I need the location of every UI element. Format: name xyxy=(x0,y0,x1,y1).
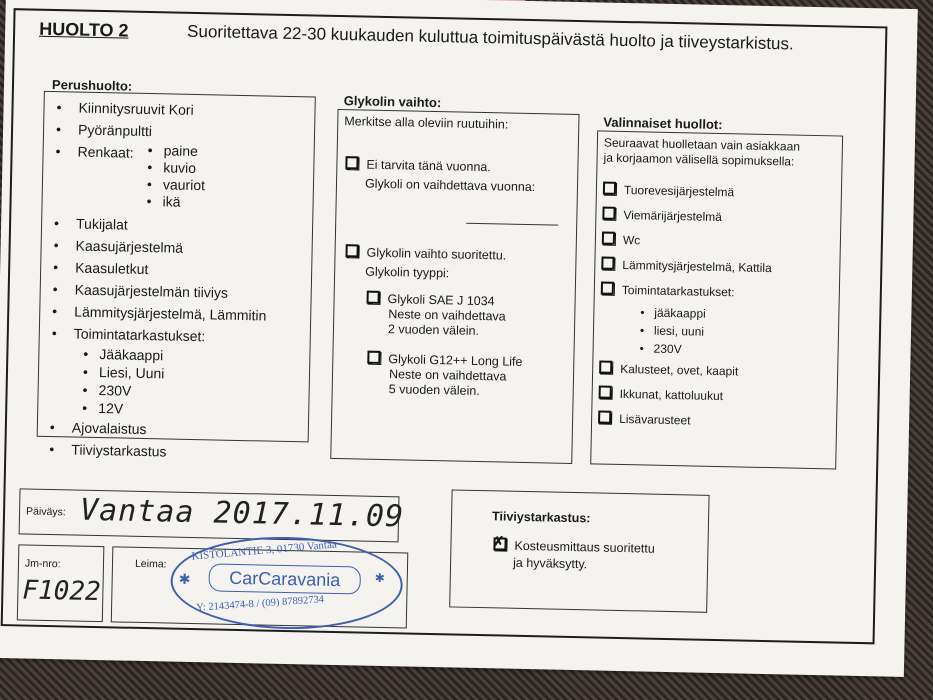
list-item: • Pyöränpultti xyxy=(56,118,271,144)
checkbox-label: Ei tarvita tänä vuonna. xyxy=(366,157,491,175)
list-item: • vauriot xyxy=(147,176,205,194)
perushuolto-heading: Perushuolto: xyxy=(51,76,133,94)
list-item: • jääkaappi xyxy=(640,303,771,324)
leima-box xyxy=(111,538,409,628)
tiiviys-box xyxy=(449,489,709,612)
list-item: • Ajovalaistus xyxy=(50,416,265,442)
checkbox-icon[interactable] xyxy=(601,282,614,295)
checkbox-label: Lämmitysjärjestelmä, Kattila xyxy=(622,257,772,276)
option-note: 5 vuoden välein. xyxy=(388,382,480,399)
checkbox-row[interactable] xyxy=(602,228,773,257)
jmnro-box xyxy=(17,544,105,622)
glykoli-option-2[interactable] xyxy=(367,351,523,400)
checkbox-label: Ikkunat, kattoluukut xyxy=(619,386,724,404)
perushuolto-list xyxy=(49,96,271,464)
year-line xyxy=(466,223,558,226)
checkbox-icon[interactable] xyxy=(367,351,380,364)
checkbox-label: Wc xyxy=(622,232,641,248)
leima-label: Leima: xyxy=(134,557,167,571)
option-label: Glykoli SAE J 1034 xyxy=(387,292,495,309)
stamp-id-phone: Y: 2143474-8 / (09) 87892734 xyxy=(195,594,325,614)
star-icon: ✱ xyxy=(374,570,385,586)
valinnaiset-box xyxy=(590,130,843,469)
page-title: HUOLTO 2 xyxy=(38,18,129,41)
checkbox-label: Viemärijärjestelmä xyxy=(623,207,723,225)
list-item: • Liesi, Uuni xyxy=(83,363,266,385)
list-item: • paine xyxy=(147,142,205,160)
checkbox-icon[interactable] xyxy=(367,291,380,304)
star-icon: ✱ xyxy=(178,570,191,587)
checkbox-label: Kosteusmittaus suoritettu xyxy=(514,538,655,556)
stamp-company-name: CarCaravania xyxy=(208,563,361,594)
perushuolto-box xyxy=(37,91,316,460)
stamp-address: KISTOLANTIE 3, 01730 Vantaa xyxy=(191,538,338,563)
renkaat-sublist xyxy=(146,142,205,211)
list-item: • 230V xyxy=(82,381,265,403)
tiiviys-heading: Tiiviystarkastus: xyxy=(491,509,591,526)
list-item: • liesi, uuni xyxy=(640,321,771,342)
list-item: • Kiinnitysruuvit Kori xyxy=(56,96,271,122)
checkbox-row[interactable] xyxy=(602,203,773,232)
tiiviys-text-2: ja hyväksytty. xyxy=(512,555,588,572)
toiminta-sublist xyxy=(50,344,266,420)
jmnro-label: Jm-nro: xyxy=(24,557,61,571)
checkbox-icon[interactable] xyxy=(602,232,615,245)
checkbox-row[interactable] xyxy=(598,406,769,435)
checkbox-row[interactable] xyxy=(603,178,774,207)
list-item xyxy=(55,140,270,210)
option-note: Neste on vaihdettava xyxy=(388,307,506,324)
checkbox-icon[interactable] xyxy=(345,156,358,169)
checkbox-icon[interactable] xyxy=(602,207,615,220)
glykoli-option-1[interactable] xyxy=(366,291,506,340)
list-item: • ikä xyxy=(146,193,204,211)
checkbox-row[interactable] xyxy=(601,278,772,307)
checkbox-row[interactable] xyxy=(598,382,769,411)
option-label: Glykoli G12++ Long Life xyxy=(388,352,523,369)
list-item: • Jääkaappi xyxy=(83,345,266,367)
valinnaiset-list xyxy=(598,178,774,436)
checkbox-label: Tuorevesijärjestelmä xyxy=(623,182,735,200)
glykoli-box xyxy=(330,109,579,464)
paivays-box xyxy=(19,488,405,542)
paivays-value[interactable]: Vantaa 2017.11.09 xyxy=(79,492,405,535)
list-item: • Kaasuletkut xyxy=(53,256,268,282)
list-item: • kuvio xyxy=(147,159,205,177)
checkbox-label: Toimintatarkastukset: xyxy=(621,282,735,300)
checkbox-label: Lisävarusteet xyxy=(619,411,691,428)
option-note: Neste on vaihdettava xyxy=(388,367,507,384)
valinnaiset-sublist xyxy=(599,303,770,361)
list-item: • 12V xyxy=(82,399,265,421)
note-line: Seuraavat huolletaan vain asiakkaan xyxy=(603,135,801,154)
checkbox-label: Glykolin vaihto suoritettu. xyxy=(366,245,507,263)
valinnaiset-note xyxy=(603,136,800,170)
list-item: • Kaasujärjestelmä xyxy=(53,234,268,260)
glykoli-heading: Glykolin vaihto: xyxy=(343,93,442,111)
checkbox-row[interactable] xyxy=(601,253,772,282)
checkbox-icon[interactable] xyxy=(345,244,358,257)
jmnro-value[interactable]: F1022 xyxy=(22,575,102,608)
checkbox-icon[interactable] xyxy=(598,410,611,423)
note-line: ja korjaamon välisellä sopimuksella: xyxy=(603,150,795,169)
glykoli-instruction: Merkitse alla oleviin ruutuihin: xyxy=(344,114,509,132)
glykoli-done-checkbox-row[interactable] xyxy=(345,244,506,262)
list-item: • Toimintatarkastukset: xyxy=(52,322,267,348)
page-subtitle: Suoritettava 22-30 kuukauden kuluttua toimituspäivästä huolto ja tiiveystarkistus. xyxy=(186,21,794,54)
checkbox-icon[interactable] xyxy=(599,386,612,399)
paivays-label: Päiväys: xyxy=(25,505,66,519)
valinnaiset-heading: Valinnaiset huollot: xyxy=(603,114,723,133)
list-item: • Lämmitysjärjestelmä, Lämmitin xyxy=(52,300,267,326)
checkbox-label: Kalusteet, ovet, kaapit xyxy=(620,361,739,379)
change-due-label: Glykoli on vaihdettava vuonna: xyxy=(364,176,536,195)
checkbox-icon[interactable] xyxy=(603,182,616,195)
list-item-label: Renkaat: xyxy=(77,143,134,161)
list-item: • Tiiviystarkastus xyxy=(49,438,264,464)
list-item: • 230V xyxy=(639,339,770,360)
checked-checkbox-icon[interactable]: ✗ xyxy=(493,537,506,550)
checkbox-icon[interactable] xyxy=(601,257,614,270)
checkbox-row[interactable] xyxy=(599,357,770,386)
option-note: 2 vuoden välein. xyxy=(387,322,480,338)
list-item: • Tukijalat xyxy=(54,212,269,238)
not-needed-checkbox-row[interactable] xyxy=(345,156,491,174)
glykoli-type-label: Glykolin tyyppi: xyxy=(365,264,450,281)
list-item: • Kaasujärjestelmän tiiviys xyxy=(53,278,268,304)
checkbox-icon[interactable] xyxy=(599,361,612,374)
tiiviys-checkbox-row[interactable] xyxy=(492,533,655,556)
